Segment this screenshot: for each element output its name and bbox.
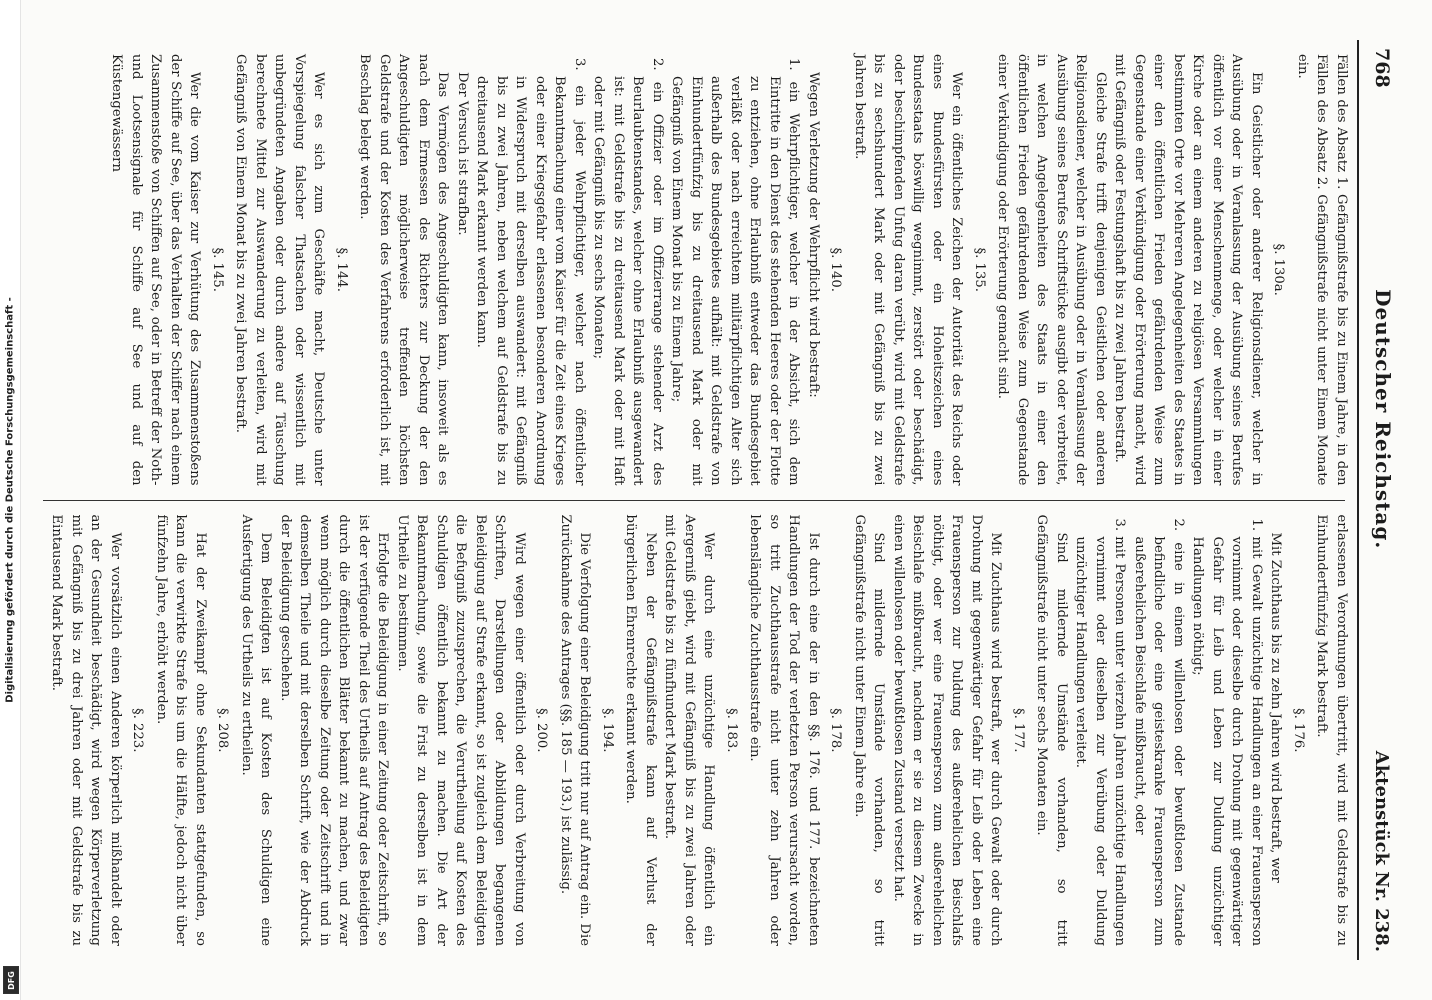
section-heading: §. 208. [215,708,231,753]
paragraph: Wer durch eine unzüchtige Handlung öffentlich ein Aergerniß giebt, wird mit Gefängniß bis zu zwei Jahren oder mit Geldstrafe bis zu fünfhundert Mark bestraft. [662,514,717,946]
paragraph: Wer ein öffentliches Zeichen der Autorität des Reichs oder eines Bundesfürsten oder ein Hoheitszeichen eines Bundesstaats böswillig wegnimmt, zerstört oder beschädigt, oder beschimpfenden Unfug daran verübt, wird mit Geldstrafe bis zu sechshundert Mark oder mit Gefängniß bis zu zwei Jahren bestraft. [852,54,965,486]
list-item: 2. ein Offizier oder im Offizierrange stehender Arzt des Beurlaubtenstandes, welcher ohne Erlaubniß ausgewandert ist: mit Geldstrafe bis zu dreitausend Mark oder mit Haft oder mit Gefängniß bis zu sechs Monaten; [591,58,665,486]
section-heading: §. 135. [972,247,987,292]
paragraph: Wer es sich zum Geschäfte macht, Deutsche unter Vorspiegelung falscher Thatsachen oder wissentlich mit unbegründeten Angaben oder durch andere auf Täuschung berechnete Mittel zur Auswanderung zu verleiten, wird mit Gefängniß von Einem Monat bis zu zwei Jahren bestraft. [233,54,327,486]
list-item: 2. eine in einem willenlosen oder bewußtlosen Zustande befindliche oder eine geisteskranke Frauensperson zum außerehelichen Beischlafe mißbraucht, oder [1132,518,1186,946]
list-item: 1. mit Gewalt unzüchtige Handlungen an einer Frauensperson vornimmt oder dieselbe durch Drohung mit gegenwärtiger Gefahr für Leib und Leben zur Duldung unzüchtiger Handlungen nöthigt; [1190,518,1264,946]
list-item: 3. ein jeder Wehrpflichtiger, welcher nach öffentlicher Bekanntmachung einer vom Kaiser für die Zeit eines Krieges oder einer Kriegsgefahr erlassenen besonderen Anordnung in Widerspruch mit derselben auswandert: mit Gefängniß bis zu zwei Jahren, neben welchem auf Geldstrafe bis zu dreitausend Mark erkannt werden kann. [474,58,587,486]
paragraph: Ist durch eine der in den §§. 176. und 177. bezeichneten Handlungen der Tod der verletzten Person verursacht worden, so tritt Zuchthausstrafe nicht unter zehn Jahren oder lebenslängliche Zuchthausstrafe ein. [747,514,821,946]
paragraph: Die Verfolgung einer Beleidigung tritt nur auf Antrag ein. Die Zurücknahme des Antrages (§§. 185 — 193.) ist zulässig. [558,514,593,946]
digitization-strip [0,0,21,1000]
paragraph: Wegen Verletzung der Wehrpflicht wird bestraft: [806,72,821,398]
paragraph: Hat der Zweikampf ohne Sekundanten stattgefunden, so kann die verwirkte Strafe bis um die Hälfte, jedoch nicht über fünfzehn Jahre, erhöht werden. [154,514,208,946]
section-heading: §. 194. [600,708,615,753]
paragraph: Sind mildernde Umstände vorhanden, so tritt Gefängnißstrafe nicht unter Einem Jahre ein. [852,514,887,946]
document-reference: Aktenstück Nr. 238. [1371,750,1392,952]
list-item: 3. mit Personen unter vierzehn Jahren unzüchtige Handlungen vornimmt oder dieselben zur Verübung oder Duldung unzüchtiger Handlungen verleitet. [1073,518,1128,946]
paragraph: Das Vermögen des Angeschuldigten kann, insoweit als es nach dem Ermessen des Richters zur Deckung der den Angeschuldigten möglicherweise treffenden höchsten Geldstrafe und der Kosten des Verfahrens erforderlich ist, mit Beschlag belegt werden. [357,54,451,486]
page-header [1357,40,1395,960]
funding-notice: Digitalisierung gefördert durch die Deutsche Forschungsgemeinschaft - [4,297,16,703]
section-heading: §. 178. [828,708,844,753]
section-heading: §. 130a. [1271,243,1287,296]
dfg-logo-icon: DFG [3,966,19,994]
list-item: 1. ein Wehrpflichtiger, welcher in der Absicht, sich dem Eintritte in den Dienst des stehenden Heeres oder der Flotte zu entziehen, ohne Erlaubniß entweder das Bundesgebiet verläßt oder nach erreichtem militärpflichtigen Alter sich außerhalb des Bundesgebietes aufhält: mit Geldstrafe von Einhundertfünfzig bis zu dreitausend Mark oder mit Gefängniß von Einem Monat bis zu Einem Jahre; [669,58,802,486]
paragraph: Fällen des Absatz 1. Gefängnißstrafe bis zu Einem Jahre, in den Fällen des Absatz 2. Gefängnißstrafe nicht unter Einem Monate ein. [1295,54,1349,486]
section-heading: §. 200. [534,708,550,753]
paragraph: Mit Zuchthaus wird bestraft, wer durch Gewalt oder durch Drohung mit gegenwärtiger Gefahr für Leib oder Leben eine Frauensperson zur Duldung des außerehelichen Beischlafs nöthigt, oder wer eine Frauensperson zum außerehelichen Beischlafe mißbraucht, nachdem er sie zu diesem Zwecke in einen willenlosen oder bewußtlosen Zustand versetzt hat. [891,514,1004,946]
section-heading: §. 145. [210,247,225,292]
left-column [37,40,1351,500]
paragraph: Ein Geistlicher oder anderer Religionsdiener, welcher in Ausübung oder in Veranlassung der Ausübung seines Berufes öffentlich vor einer Menschenmenge, oder welcher in einer Kirche oder an einem anderen zu religiösen Versammlungen bestimmten Orte vor Mehreren Angelegenheiten des Staates in einer den öffentlichen Frieden gefährdenden Weise zum Gegenstande einer Verkündigung oder Erörterung macht, wird mit Gefängniß oder Festungshaft bis zu zwei Jahren bestraft. [1112,54,1264,486]
section-heading: §. 176. [1291,708,1306,753]
right-column [37,501,1351,961]
paragraph: Wer die vom Kaiser zur Verhütung des Zusammenstoßens der Schiffe auf See, über das Verhalten der Schiffer nach einem Zusammenstoße von Schiffen auf See, oder in Betreff der Noth- und Lootsensignale für Schiffe auf See und auf den Küstengewässern [109,54,203,486]
paragraph: Mit Zuchthaus bis zu zehn Jahren wird bestraft, wer [1268,532,1284,883]
section-heading: §. 140. [828,247,844,292]
page-number: 768 [1371,48,1393,88]
document-page [21,10,1411,990]
paragraph: Wer vorsätzlich einen Anderen körperlich mißhandelt oder an der Gesundheit beschädigt, wird wegen Körperverletzung mit Gefängniß bis zu drei Jahren oder mit Geldstrafe bis zu Eintausend Mark bestraft. [49,514,123,946]
paragraph: Der Versuch ist strafbar. [455,72,470,236]
section-heading: §. 223. [130,708,146,753]
paragraph: Dem Beleidigten ist auf Kosten des Schuldigen eine Ausfertigung des Urtheils zu ertheilen. [239,514,274,946]
paragraph: erlassenen Verordnungen übertritt, wird mit Geldstrafe bis zu Einhundertfünfzig Mark bestraft. [1314,514,1349,946]
paragraph: Neben der Gefängnißstrafe kann auf Verlust der bürgerlichen Ehrenrechte erkannt werden. [623,514,658,946]
paragraph: Erfolgte die Beleidigung in einer Zeitung oder Zeitschrift, so ist der verfügende Theil des Urtheils auf Antrag des Beleidigten durch die öffentlichen Blätter bekannt zu machen, und zwar wenn möglich durch dieselbe Zeitung oder Zeitschrift und in demselben Theile und mit derselben Schrift, wie der Abdruck der Beleidigung geschehen. [278,514,391,946]
section-heading: §. 177. [1011,708,1026,753]
journal-title: Deutscher Reichstag. [1371,289,1395,550]
paragraph: Gleiche Strafe trifft denjenigen Geistlichen oder anderen Religionsdiener, welcher in Ausübung oder in Veranlassung der Ausübung seines Berufes Schriftstücke ausgibt oder verbreitet, in welchen Angelegenheiten des Staats in einer den öffentlichen Frieden gefährdenden Weise zum Gegenstande einer Verkündigung oder Erörterung gemacht sind. [995,54,1108,486]
paragraph: Sind mildernde Umstände vorhanden, so tritt Gefängnißstrafe nicht unter sechs Monaten ein. [1034,514,1069,946]
paragraph: Wird wegen einer öffentlich oder durch Verbreitung von Schriften, Darstellungen oder Abbildungen begangenen Beleidigung auf Strafe erkannt, so ist zugleich dem Beleidigten die Befugniß zuzusprechen, die Verurtheilung auf Kosten des Schuldigen öffentlich bekannt zu machen. Die Art der Bekanntmachung, sowie die Frist zu derselben ist in dem Urtheile zu bestimmen. [395,514,527,946]
section-heading: §. 183. [724,708,739,753]
section-heading: §. 144. [334,247,349,292]
